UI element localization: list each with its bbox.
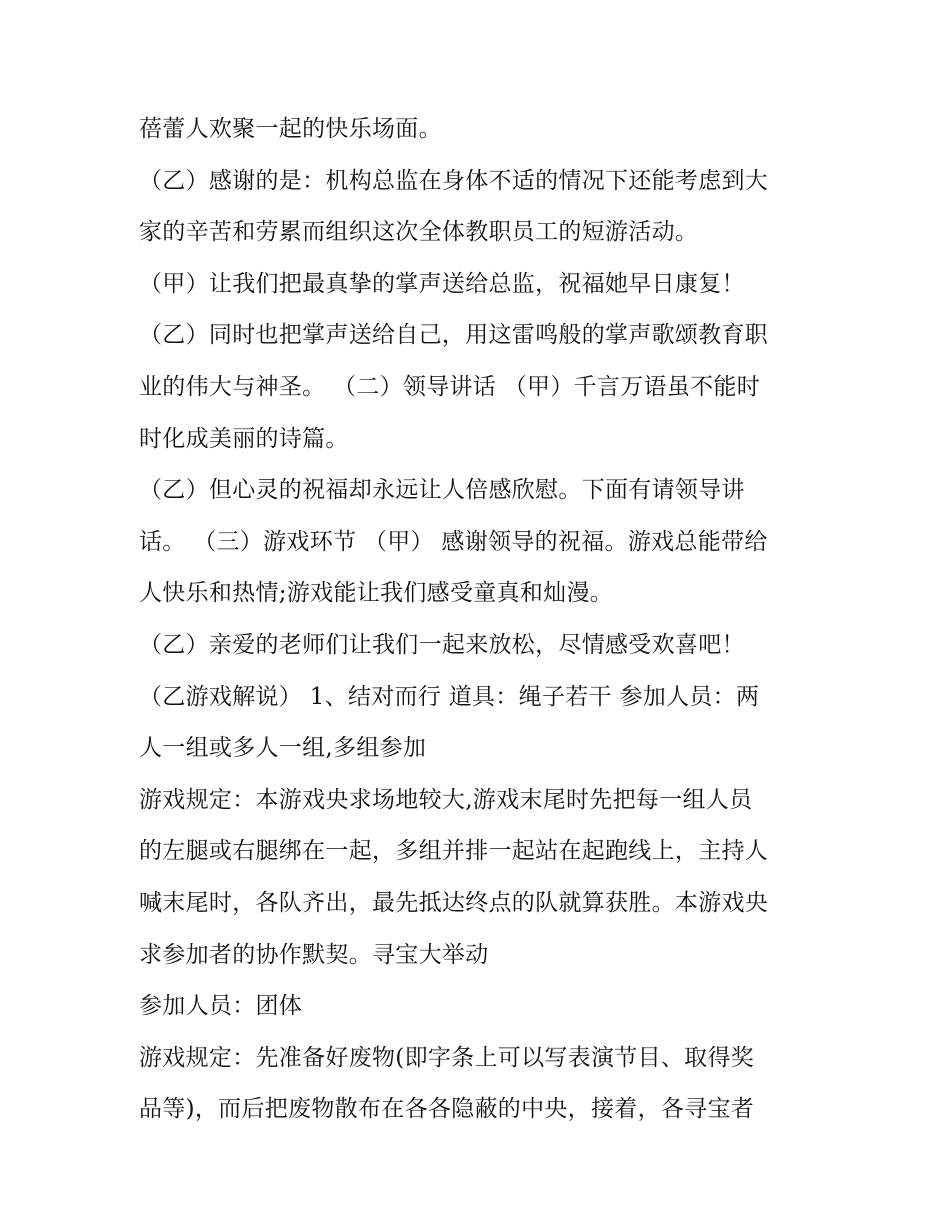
text-line: （乙游戏解说） 1、结对而行 道具：绳子若干 参加人员：两	[139, 683, 760, 710]
text-line: 参加人员：团体	[139, 993, 303, 1020]
text-line: （乙）感谢的是：机构总监在身体不适的情况下还能考虑到大	[139, 167, 769, 194]
text-line: 话。 （三）游戏环节 （甲） 感谢领导的祝福。游戏总能带给	[139, 528, 768, 555]
text-line: 人一组或多人一组,多组参加	[139, 735, 427, 762]
text-line: （乙）亲爱的老师们让我们一起来放松，尽情感受欢喜吧！	[139, 631, 745, 658]
text-line: （乙）同时也把掌声送给自己，用这雷鸣般的掌声歌颂教育职	[139, 322, 769, 349]
text-line: 的左腿或右腿绑在一起，多组并排一起站在起跑线上，主持人	[139, 838, 769, 865]
text-line: （甲）让我们把最真挚的掌声送给总监，祝福她早日康复！	[139, 270, 745, 297]
text-line: 品等)，而后把废物散布在各各隐蔽的中央，接着，各寻宝者	[139, 1096, 755, 1123]
text-line: 游戏规定：先准备好废物(即字条上可以写表演节目、取得奖	[139, 1044, 755, 1071]
text-line: 业的伟大与神圣。 （二）领导讲话 （甲）千言万语虽不能时	[139, 373, 761, 400]
document-body	[139, 104, 829, 1136]
text-line: 游戏规定：本游戏央求场地较大,游戏末尾时先把每一组人员	[139, 786, 753, 813]
text-line: 时化成美丽的诗篇。	[139, 425, 349, 452]
text-line: 蓓蕾人欢聚一起的快乐场面。	[139, 116, 442, 142]
text-line: 喊末尾时，各队齐出，最先抵达终点的队就算获胜。本游戏央	[139, 889, 769, 916]
text-line: 求参加者的协作默契。寻宝大举动	[139, 941, 489, 968]
text-line: 家的辛苦和劳累而组织这次全体教职员工的短游活动。	[139, 219, 699, 246]
text-line: 人快乐和热情;游戏能让我们感受童真和灿漫。	[139, 580, 614, 607]
text-line: （乙）但心灵的祝福却永远让人倍感欣慰。下面有请领导讲	[139, 477, 745, 504]
